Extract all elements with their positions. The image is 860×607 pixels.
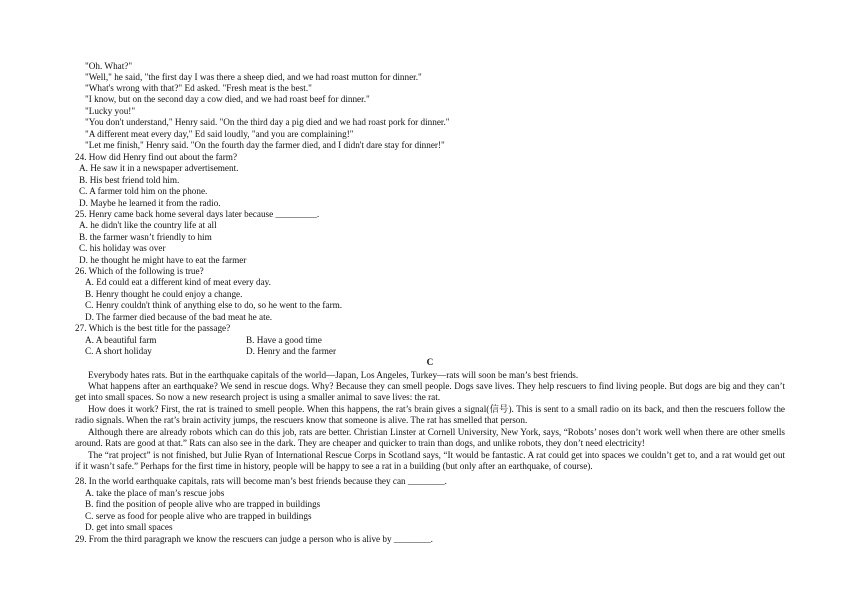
question-28-stem: 28. In the world earthquake capitals, rats will become man’s best friends because they can ________. xyxy=(75,476,447,486)
dialogue-line: "Lucky you!" xyxy=(85,106,136,116)
question-26-option: C. Henry couldn't think of anything else to do, so he went to the farm. xyxy=(85,300,343,310)
dialogue-line: "A different meat every day," Ed said loudly, "and you are complaining!" xyxy=(85,129,354,139)
passage-paragraph: The “rat project” is not finished, but Julie Ryan of International Rescue Corps in Scotland says, “It would be fantastic. A rat could get into spaces we couldn’t get to, and a rat would get out if it wasn’t safe.” Perhaps for the first time in history, people will be happy to see a rat in a building (but only after an earthquake, of course). xyxy=(75,450,785,472)
question-24-option: C. A farmer told him on the phone. xyxy=(79,186,208,196)
question-24-option: D. Maybe he learned it from the radio. xyxy=(79,198,221,208)
question-28-option: C. serve as food for people alive who are trapped in buildings xyxy=(85,511,312,521)
passage-paragraph: Although there are already robots which can do this job, rats are better. Christian Linster at Cornell University, New York, says, “Robots’ noses don’t work well when there are other smells around. Rats are good at that.” Rats can also see in the dark. They are cheaper and quicker to train than dogs, and unlike robots, they don’t need electricity! xyxy=(75,427,785,449)
question-25-option: B. the farmer wasn’t friendly to him xyxy=(79,232,212,242)
passage-paragraph: Everybody hates rats. But in the earthquake capitals of the world—Japan, Los Angeles, Turkey—rats will soon be man’s best friends. xyxy=(88,370,579,380)
question-24-option: B. His best friend told him. xyxy=(79,175,180,185)
question-25-stem: 25. Henry came back home several days later because _________. xyxy=(75,209,320,219)
question-28-option: D. get into small spaces xyxy=(85,522,173,532)
question-26-option: D. The farmer died because of the bad meat he ate. xyxy=(85,312,273,322)
question-28-option: A. take the place of man’s rescue jobs xyxy=(85,488,225,498)
question-25-option: C. his holiday was over xyxy=(79,243,166,253)
question-24-stem: 24. How did Henry find out about the farm? xyxy=(75,152,238,162)
question-27-stem: 27. Which is the best title for the passage? xyxy=(75,323,231,333)
question-27-option: A. A beautiful farm xyxy=(85,335,157,345)
question-27-option: D. Henry and the farmer xyxy=(246,346,337,356)
question-28-option: B. find the position of people alive who are trapped in buildings xyxy=(85,499,321,509)
passage-paragraph: How does it work? First, the rat is trained to smell people. When this happens, the rat’s brain gives a signal(信号). This is sent to a small radio on its back, and then the rescuers follow the radio signals. When the rat’s brain activity jumps, the rescuers know that someone is alive. The rat has smelled that person. xyxy=(75,404,785,426)
dialogue-line: "You don't understand," Henry said. "On the third day a pig died and we had roast pork for dinner." xyxy=(85,117,450,127)
dialogue-line: "I know, but on the second day a cow died, and we had roast beef for dinner." xyxy=(85,94,370,104)
section-heading: C xyxy=(426,357,434,367)
question-26-stem: 26. Which of the following is true? xyxy=(75,266,204,276)
dialogue-line: "Oh. What?" xyxy=(85,61,133,71)
question-25-option: D. he thought he might have to eat the farmer xyxy=(79,255,247,265)
passage-paragraph: What happens after an earthquake? We send in rescue dogs. Why? Because they can smell people. Dogs save lives. They help rescuers to find living people. But dogs are big and they can’t get into small spaces. So now a new research project is using a smaller animal to save lives: the rat. xyxy=(75,381,785,403)
question-29-stem: 29. From the third paragraph we know the rescuers can judge a person who is alive by ________. xyxy=(75,534,433,544)
dialogue-line: "Let me finish," Henry said. "On the fourth day the farmer died, and I didn't dare stay for dinner!" xyxy=(85,140,445,150)
question-24-option: A. He saw it in a newspaper advertisement. xyxy=(79,163,239,173)
dialogue-line: "Well," he said, "the first day I was there a sheep died, and we had roast mutton for dinner." xyxy=(85,72,422,82)
question-26-option: A. Ed could eat a different kind of meat every day. xyxy=(85,277,271,287)
question-25-option: A. he didn't like the country life at all xyxy=(79,220,217,230)
question-27-option: B. Have a good time xyxy=(246,335,322,345)
question-26-option: B. Henry thought he could enjoy a change. xyxy=(85,289,243,299)
question-27-option: C. A short holiday xyxy=(85,346,152,356)
dialogue-line: "What's wrong with that?" Ed asked. "Fresh meat is the best." xyxy=(85,83,312,93)
